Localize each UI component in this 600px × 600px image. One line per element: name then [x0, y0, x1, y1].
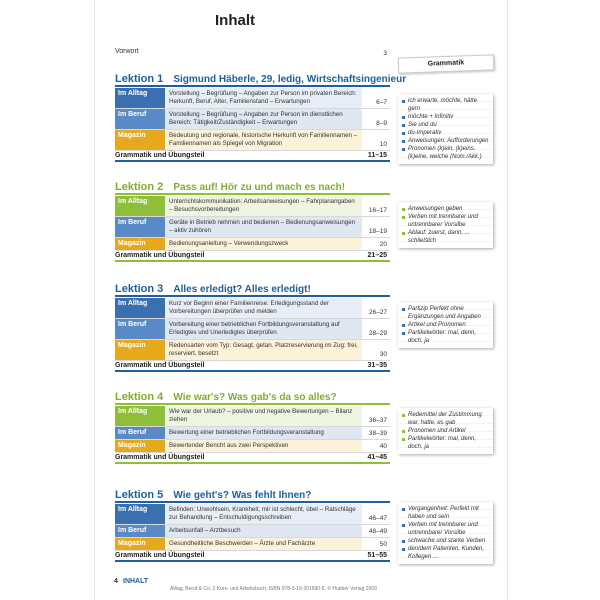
lesson-heading[interactable]: [115, 280, 390, 298]
row-page: 16–17: [368, 207, 387, 214]
row-description: Wie war der Urlaub? – positive und negative Bewertungen – Bilanz ziehen: [165, 406, 362, 426]
row-description: Bewertung einer betrieblichen Fortbildungsveranstaltung: [165, 427, 362, 439]
lesson-number: Lektion 2: [115, 181, 164, 193]
lesson-5: [115, 486, 390, 562]
grammar-note-item: Partikelwörter: mal, denn, doch, ja: [402, 329, 489, 345]
page-number: 4: [114, 578, 118, 585]
lesson-rule: [115, 501, 390, 503]
row-page: 20: [379, 241, 387, 248]
grammar-note-item: möchte + Infinitiv: [402, 113, 489, 121]
grammar-summary-row[interactable]: [115, 551, 390, 562]
grammar-note-item: Pronomen und Artikel: [402, 427, 489, 435]
lesson-title: Alles erledigt? Alles erledigt!: [173, 284, 311, 295]
grammar-note-4: [398, 408, 493, 454]
lesson-number: Lektion 4: [115, 391, 164, 403]
lesson-title: Sigmund Häberle, 29, ledig, Wirtschaftsingenieur: [173, 74, 407, 85]
grammar-note-item: Partizip Perfekt ohne Ergänzungen und Angaben: [402, 305, 489, 321]
grammatik-header: Grammatik: [398, 54, 494, 73]
row-tag: Im Alltag: [115, 406, 165, 426]
grammar-note-item: Partikelwörter: mal, denn, doch, ja: [402, 435, 489, 451]
row-page: 18–19: [368, 228, 387, 235]
grammar-note-item: ich erwarte, möchte, hätte gern: [402, 97, 489, 113]
row-tag: Magazin: [115, 538, 165, 550]
toc-row[interactable]: [115, 217, 390, 238]
grammar-note-item: schwache und starke Verben: [402, 537, 489, 545]
summary-label: Grammatik und Übungsteil: [115, 252, 205, 259]
toc-row[interactable]: [115, 427, 390, 440]
row-page: 36–37: [368, 417, 387, 424]
row-description: Gesundheitliche Beschwerden – Ärzte und Fachärzte: [165, 538, 362, 550]
row-description: Redensarten vom Typ: Gesagt, getan. Platzreservierung im Zug: frei, reserviert, besetzt: [165, 340, 362, 360]
row-page: 8–9: [376, 120, 387, 127]
footer-section-label: INHALT: [123, 578, 149, 585]
row-tag: Magazin: [115, 440, 165, 452]
row-description: Bedeutung und regionale, historische Herkunft von Familiennamen – Familiennamen als Spiegel von Migration: [165, 130, 362, 150]
toc-row[interactable]: [115, 440, 390, 453]
lesson-number: Lektion 5: [115, 489, 164, 501]
row-page: 40: [379, 443, 387, 450]
lesson-title: Wie war's? Was gab's da so alles?: [173, 392, 337, 403]
grammar-note-item: Anweisungen: Aufforderungen: [402, 137, 489, 145]
grammar-note-item: Verben mit trennbarer und untrennbarer Vorsilbe: [402, 213, 489, 229]
grammar-note-item: du-Imperativ: [402, 129, 489, 137]
row-tag: Magazin: [115, 238, 165, 250]
row-page: 48–49: [368, 528, 387, 535]
row-description: Arbeitsunfall – Arztbesuch: [165, 525, 362, 537]
grammar-note-item: den/dem Patienten, Kunden, Kollegen ...: [402, 545, 489, 561]
summary-page: 41–45: [367, 454, 387, 461]
grammar-note-2: [398, 202, 493, 248]
row-description: Unterrichtskommunikation: Arbeitsanweisungen – Fahrplanangaben – Besuchsvorbereitungen: [165, 196, 362, 216]
lesson-1: [115, 70, 407, 162]
lesson-rule: [115, 295, 390, 297]
toc-row[interactable]: [115, 538, 390, 551]
grammar-note-item: Pronomen (k)ein, (k)eins, (k)eine, welche (Nom./Akk.): [402, 145, 489, 161]
row-description: Vorbereitung einer betrieblichen Fortbildungsveranstaltung auf Erledigtes und Unerledigtes überprüfen: [165, 319, 362, 339]
grammar-note-item: Vergangenheit: Perfekt mit haben und sein: [402, 505, 489, 521]
toc-row[interactable]: [115, 298, 390, 319]
row-tag: Im Alltag: [115, 298, 165, 318]
row-tag: Im Alltag: [115, 504, 165, 524]
grammar-note-3: [398, 302, 493, 348]
row-tag: Im Beruf: [115, 525, 165, 537]
row-description: Bewertender Bericht aus zwei Perspektiven: [165, 440, 362, 452]
vorwort-label: Vorwort: [115, 48, 139, 55]
vorwort-page: 3: [383, 50, 387, 57]
lesson-rule: [115, 85, 390, 87]
toc-row[interactable]: [115, 319, 390, 340]
row-tag: Im Alltag: [115, 196, 165, 216]
row-description: Vorstellung – Begrüßung – Angaben zur Person im dienstlichen Bereich: Tätigkeit/Zuständigkeit – Erwartungen: [165, 109, 362, 129]
lesson-rule: [115, 193, 390, 195]
toc-row[interactable]: [115, 196, 390, 217]
lesson-rule: [115, 403, 390, 405]
lesson-number: Lektion 3: [115, 283, 164, 295]
grammar-note-item: Sie und du: [402, 121, 489, 129]
lesson-title: Wie geht's? Was fehlt Ihnen?: [173, 490, 312, 501]
row-tag: Magazin: [115, 340, 165, 360]
lesson-heading[interactable]: [115, 70, 407, 88]
grammar-note-1: [398, 94, 493, 164]
summary-label: Grammatik und Übungsteil: [115, 152, 205, 159]
lesson-3: [115, 280, 390, 372]
row-description: Geräte in Betrieb nehmen und bedienen – Bedienungsanweisungen – aktiv zuhören: [165, 217, 362, 237]
grammar-note-item: Artikel und Pronomen: [402, 321, 489, 329]
row-page: 30: [379, 351, 387, 358]
row-description: Befinden: Unwohlsein, Krankheit, mir ist schlecht, übel – Ratschläge zur Behandlung – Entschuldigungsschreiben: [165, 504, 362, 524]
lesson-heading[interactable]: [115, 486, 390, 504]
grammar-summary-row[interactable]: [115, 151, 390, 162]
lesson-heading[interactable]: [115, 178, 390, 196]
row-tag: Im Alltag: [115, 88, 165, 108]
grammar-note-item: Anweisungen geben: [402, 205, 489, 213]
row-page: 46–47: [368, 515, 387, 522]
summary-page: 21–25: [367, 252, 387, 259]
summary-page: 11–15: [367, 152, 387, 159]
lesson-heading[interactable]: [115, 388, 390, 406]
row-page: 28–29: [368, 330, 387, 337]
lesson-number: Lektion 1: [115, 73, 164, 85]
grammar-note-item: Redemittel der Zustimmung war, hatte, es gab: [402, 411, 489, 427]
grammar-note-item: Verben mit trennbarer und untrennbarer Vorsilbe: [402, 521, 489, 537]
row-description: Kurz vor Beginn einer Familienreise: Erledigungsstand der Vorbereitungen überprüfen und melden: [165, 298, 362, 318]
row-description: Vorstellung – Begrüßung – Angaben zur Person im privaten Bereich: Herkunft, Beruf, Alter, Familienstand – Erwartungen: [165, 88, 362, 108]
lesson-4: [115, 388, 390, 464]
row-tag: Im Beruf: [115, 217, 165, 237]
row-tag: Im Beruf: [115, 427, 165, 439]
toc-row[interactable]: [115, 109, 390, 130]
lesson-2: [115, 178, 390, 262]
lesson-title: Pass auf! Hör zu und mach es nach!: [173, 182, 346, 193]
grammar-summary-row[interactable]: [115, 361, 390, 372]
grammar-note-5: [398, 502, 493, 564]
row-page: 10: [379, 141, 387, 148]
row-page: 38–39: [368, 430, 387, 437]
row-page: 26–27: [368, 309, 387, 316]
toc-row[interactable]: [115, 130, 390, 151]
row-tag: Im Beruf: [115, 109, 165, 129]
toc-row[interactable]: [115, 340, 390, 361]
footer-credit: Alltag, Beruf & Co. 2 Kurs- und Arbeitsbuch, ISBN 978-3-19-201590-8, © Hueber Verlag 2009: [170, 586, 377, 592]
grammar-note-item: Ablauf: zuerst, dann, ... schließlich: [402, 229, 489, 245]
row-description: Bedienungsanleitung – Verwendungszweck: [165, 238, 362, 250]
summary-label: Grammatik und Übungsteil: [115, 552, 205, 559]
toc-row[interactable]: [115, 525, 390, 538]
toc-row[interactable]: [115, 238, 390, 251]
row-tag: Magazin: [115, 130, 165, 150]
summary-page: 51–55: [367, 552, 387, 559]
page-title: Inhalt: [215, 12, 255, 29]
summary-page: 31–35: [367, 362, 387, 369]
toc-row[interactable]: [115, 406, 390, 427]
summary-label: Grammatik und Übungsteil: [115, 454, 205, 461]
grammar-summary-row[interactable]: [115, 251, 390, 262]
row-page: 6–7: [376, 99, 387, 106]
row-tag: Im Beruf: [115, 319, 165, 339]
toc-row[interactable]: [115, 88, 390, 109]
summary-label: Grammatik und Übungsteil: [115, 362, 205, 369]
vorwort-entry[interactable]: [115, 48, 390, 55]
row-page: 50: [379, 541, 387, 548]
grammar-summary-row[interactable]: [115, 453, 390, 464]
toc-row[interactable]: [115, 504, 390, 525]
